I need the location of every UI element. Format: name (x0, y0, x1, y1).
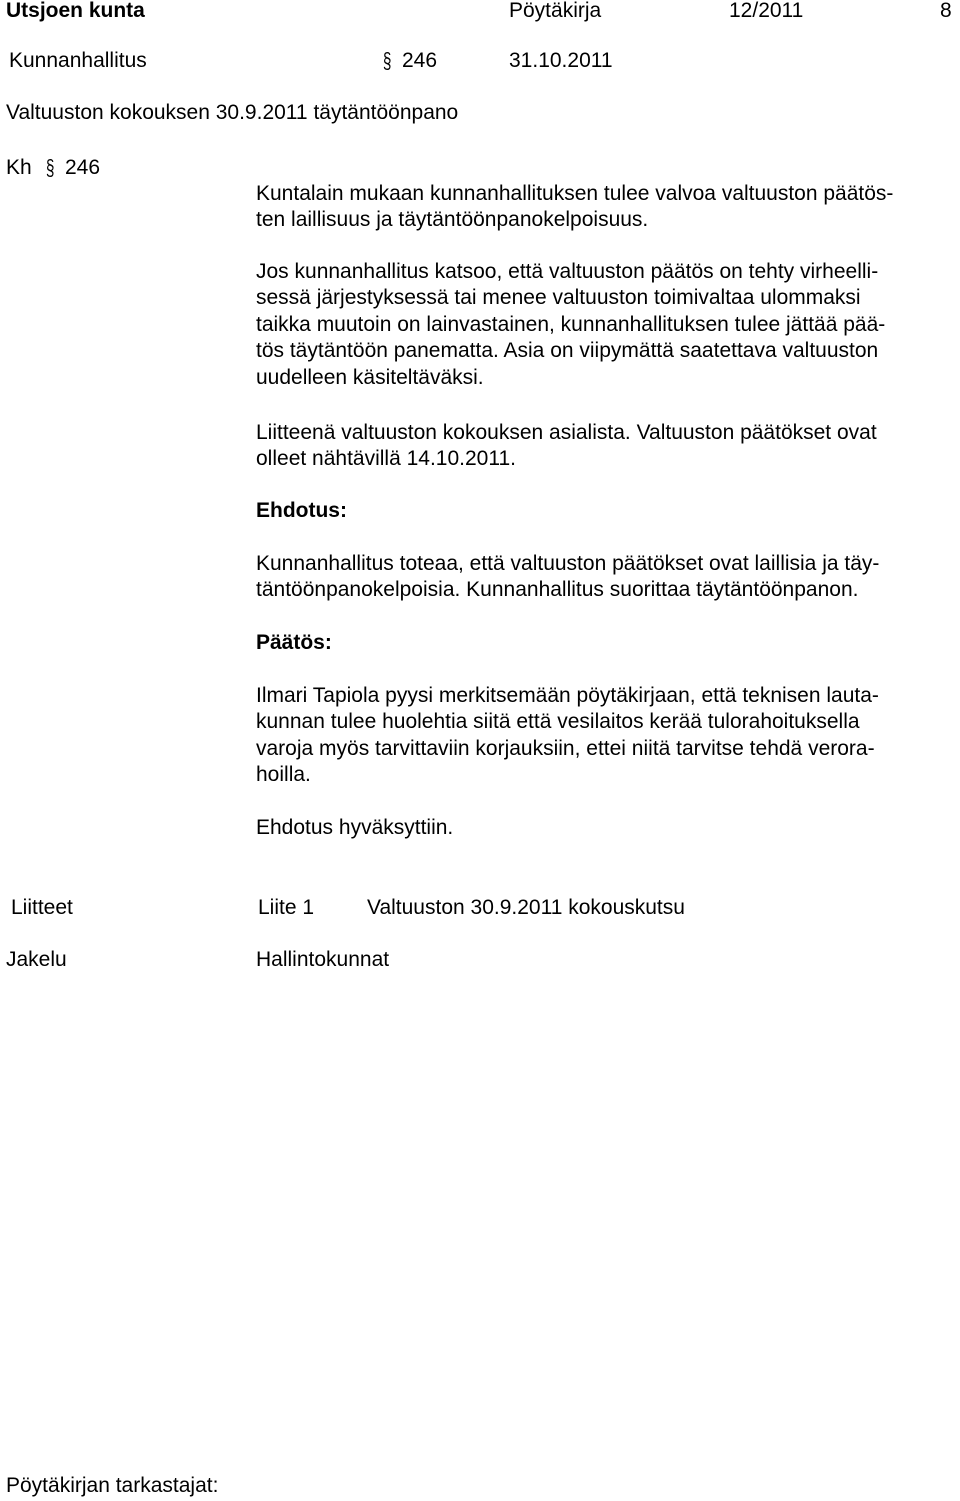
text-line: Jos kunnanhallitus katsoo, että valtuuston päätös on tehty virheelli- (256, 260, 879, 283)
distribution-label: Jakelu (6, 948, 67, 971)
paragraph-legal-basis (256, 181, 946, 234)
governing-body: Kunnanhallitus (9, 49, 147, 72)
text-line: Kunnanhallitus toteaa, että valtuuston päätökset ovat laillisia ja täy- (256, 552, 880, 575)
text-line: tös täytäntöön panematta. Asia on viipymättä saatettava valtuuston (256, 339, 879, 363)
text-line: ten laillisuus ja täytäntöönpanokelpoisuus. (256, 208, 649, 232)
item-ref-prefix: Kh (6, 156, 32, 179)
proposal-heading: Ehdotus: (256, 499, 347, 522)
document-number: 12/2011 (729, 0, 804, 22)
section-number: 246 (402, 49, 438, 72)
text-line: Kuntalain mukaan kunnanhallituksen tulee valvoa valtuuston päätös- (256, 182, 894, 205)
decision-text (256, 683, 946, 789)
text-line: taikka muutoin on lainvastainen, kunnanhallituksen tulee jättää pää- (256, 312, 886, 336)
text-line: Ilmari Tapiola pyysi merkitsemään pöytäkirjaan, että teknisen lauta- (256, 684, 879, 707)
municipality-name: Utsjoen kunta (6, 0, 145, 22)
item-title: Valtuuston kokouksen 30.9.2011 täytäntöönpano (6, 101, 459, 124)
reviewers-label: Pöytäkirjan tarkastajat: (6, 1474, 219, 1497)
text-line: uudelleen käsiteltäväksi. (256, 365, 484, 389)
distribution-recipient: Hallintokunnat (256, 948, 390, 971)
text-line: varoja myös tarvittaviin korjauksiin, ettei niitä tarvitse tehdä verora- (256, 736, 875, 760)
attachment-id: Liite 1 (258, 896, 315, 919)
decision-accepted: Ehdotus hyväksyttiin. (256, 816, 454, 839)
attachments-label: Liitteet (11, 896, 73, 919)
text-line: täntöönpanokelpoisia. Kunnanhallitus suorittaa täytäntöönpanon. (256, 578, 859, 602)
text-line: olleet nähtävillä 14.10.2011. (256, 447, 516, 471)
text-line: hoilla. (256, 763, 311, 787)
proposal-text (256, 551, 946, 604)
item-ref-number: 246 (65, 156, 101, 179)
attachment-title: Valtuuston 30.9.2011 kokouskutsu (367, 896, 685, 919)
decision-heading: Päätös: (256, 631, 332, 654)
paragraph-unlawful-decision (256, 259, 946, 391)
document-type: Pöytäkirja (509, 0, 602, 22)
text-line: sessä järjestyksessä tai menee valtuuston toimivaltaa ulommaksi (256, 286, 861, 310)
page-number: 8 (940, 0, 952, 22)
text-line: Liitteenä valtuuston kokouksen asialista. Valtuuston päätökset ovat (256, 421, 877, 444)
item-ref-section-icon: § (45, 155, 55, 180)
meeting-date: 31.10.2011 (509, 49, 613, 72)
section-symbol-icon: § (382, 48, 392, 73)
text-line: kunnan tulee huolehtia siitä että vesilaitos kerää tulorahoituksella (256, 710, 860, 734)
paragraph-attachment-note (256, 420, 946, 473)
